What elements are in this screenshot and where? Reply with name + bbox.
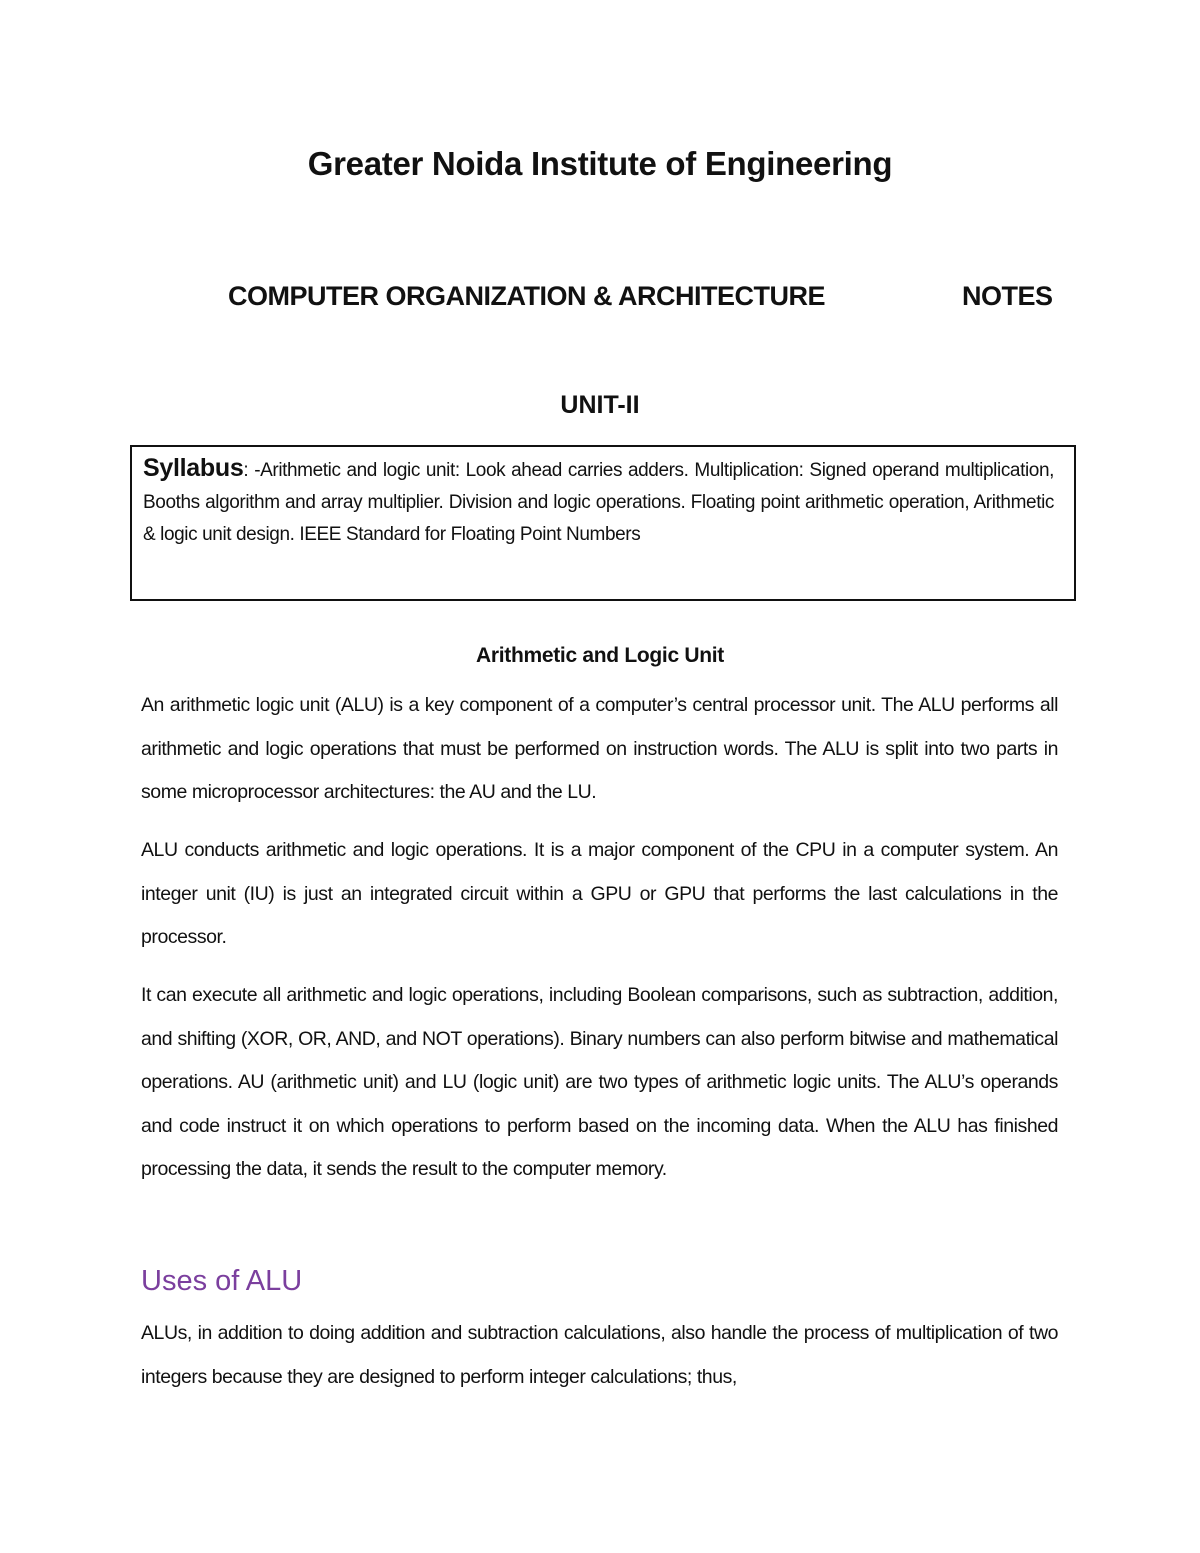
alu-paragraph: An arithmetic logic unit (ALU) is a key component of a computer’s central processor unit. The ALU performs all arithmetic and logic operations that must be performed on instruction words. The ALU is split into two parts in some microprocessor architectures: the AU and the LU.: [141, 694, 1058, 803]
syllabus-text: : -Arithmetic and logic unit: Look ahead carries adders. Multiplication: Signed operand multiplication, Booths algorithm and array multiplier. Division and logic operations. Floating point arithmetic operation, Arithmetic & logic unit design. IEEE Standard for Floating Point Numbers: [143, 460, 1054, 545]
notes-label: NOTES: [962, 281, 1053, 311]
syllabus-label: Syllabus: [143, 454, 244, 482]
unit-heading: UNIT-II: [560, 391, 640, 419]
syllabus-box: [130, 445, 1076, 601]
uses-paragraph: ALUs, in addition to doing addition and subtraction calculations, also handle the process of multiplication of two integers because they are designed to perform integer calculations; thus,: [141, 1322, 1058, 1388]
institute-title: Greater Noida Institute of Engineering: [307, 145, 893, 182]
uses-heading: Uses of ALU: [141, 1265, 303, 1297]
section-heading: Arithmetic and Logic Unit: [475, 644, 724, 667]
course-title: COMPUTER ORGANIZATION & ARCHITECTURE: [228, 281, 825, 311]
alu-paragraph: It can execute all arithmetic and logic operations, including Boolean comparisons, such as subtraction, addition, and shifting (XOR, OR, AND, and NOT operations). Binary numbers can also perform bitwise and mathematical operations. AU (arithmetic unit) and LU (logic unit) are two types of arithmetic logic units. The ALU’s operands and code instruct it on which operations to perform based on the incoming data. When the ALU has finished processing the data, it sends the result to the computer memory.: [141, 984, 1058, 1180]
alu-paragraph: ALU conducts arithmetic and logic operations. It is a major component of the CPU in a computer system. An integer unit (IU) is just an integrated circuit within a GPU or GPU that performs the last calculations in the processor.: [141, 839, 1058, 948]
